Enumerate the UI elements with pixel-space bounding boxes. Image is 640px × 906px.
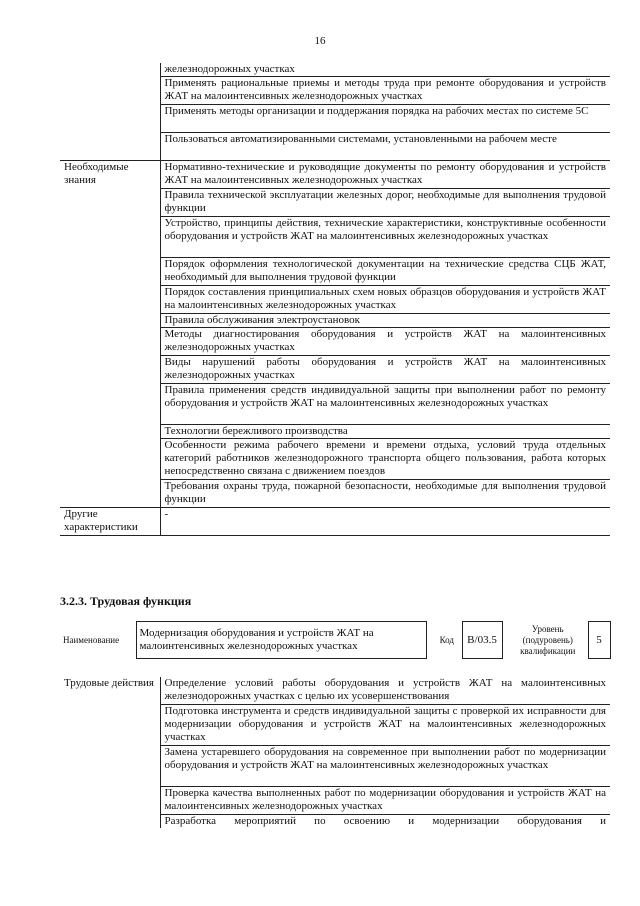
skills-item: Пользоваться автоматизированными системами, установленными на рабочем месте (160, 133, 610, 161)
skills-label-cell (60, 63, 160, 77)
other-label: Другие характеристики (60, 508, 160, 536)
knowledge-item: Особенности режима рабочего времени и времени отдыха, условий труда отдельных категорий работников железнодорожного транспорта общего пользования, работа которых непосредственно связана с движением поездов (160, 439, 610, 480)
name-value: Модернизация оборудования и устройств ЖАТ на малоинтенсивных железнодорожных участках (136, 622, 426, 659)
action-item: Проверка качества выполненных работ по модернизации оборудования и устройств ЖАТ на малоинтенсивных железнодорожных участках (160, 787, 610, 815)
knowledge-item: Правила применения средств индивидуальной защиты при выполнении работ по ремонту оборудования и устройств ЖАТ на малоинтенсивных железнодорожных участках (160, 384, 610, 425)
knowledge-item: Технологии бережливого производства (160, 425, 610, 439)
level-label: Уровень (подуровень) квалификации (520, 623, 576, 656)
knowledge-item: Порядок оформления технологической документации на технические средства СЦБ ЖАТ, необходимый для выполнения трудовой функции (160, 258, 610, 286)
level-value: 5 (588, 622, 610, 659)
knowledge-item: Виды нарушений работы оборудования и устройств ЖАТ на малоинтенсивных железнодорожных участках (160, 356, 610, 384)
knowledge-item: Нормативно-технические и руководящие документы по ремонту оборудования и устройств ЖАТ на малоинтенсивных железнодорожных участках (160, 161, 610, 189)
code-value: B/03.5 (462, 622, 502, 659)
knowledge-table (60, 63, 610, 536)
actions-label: Трудовые действия (64, 677, 154, 689)
knowledge-item: Порядок составления принципиальных схем новых образцов оборудования и устройств ЖАТ на малоинтенсивных железнодорожных участках (160, 286, 610, 314)
action-item: Определение условий работы оборудования и устройств ЖАТ на малоинтенсивных железнодорожных участках с целью их усовершенствования (160, 677, 610, 705)
knowledge-item: Правила технической эксплуатации железных дорог, необходимые для выполнения трудовой функции (160, 189, 610, 217)
action-item: Подготовка инструмента и средств индивидуальной защиты с проверкой их исправности для модернизации оборудования и устройств ЖАТ на малоинтенсивных железнодорожных участках (160, 705, 610, 746)
code-label: Код (439, 634, 454, 645)
actions-table (60, 677, 610, 828)
name-label: Наименование (63, 634, 120, 645)
action-item: Разработка мероприятий по освоению и модернизации оборудования и (160, 815, 610, 829)
knowledge-item: Устройство, принципы действия, технические характеристики, конструктивные особенности оборудования и устройств ЖАТ на малоинтенсивных железнодорожных участках (160, 217, 610, 258)
action-item: Замена устаревшего оборудования на современное при выполнении работ по модернизации оборудования и устройств ЖАТ на малоинтенсивных железнодорожных участках (160, 746, 610, 787)
knowledge-item: Методы диагностирования оборудования и устройств ЖАТ на малоинтенсивных железнодорожных участках (160, 328, 610, 356)
function-header (60, 621, 611, 659)
skills-item: Применять методы организации и поддержания порядка на рабочих местах по системе 5С (160, 105, 610, 133)
skills-item: Применять рациональные приемы и методы труда при ремонте оборудования и устройств ЖАТ на малоинтенсивных железнодорожных участках (160, 77, 610, 105)
knowledge-label: Необходимые знания (64, 161, 129, 186)
skills-item: железнодорожных участках (160, 63, 610, 77)
knowledge-item: Правила обслуживания электроустановок (160, 314, 610, 328)
page-number: 16 (314, 35, 326, 47)
other-value: - (160, 508, 610, 536)
section-heading: 3.2.3. Трудовая функция (60, 594, 192, 608)
knowledge-item: Требования охраны труда, пожарной безопасности, необходимые для выполнения трудовой функции (160, 480, 610, 508)
